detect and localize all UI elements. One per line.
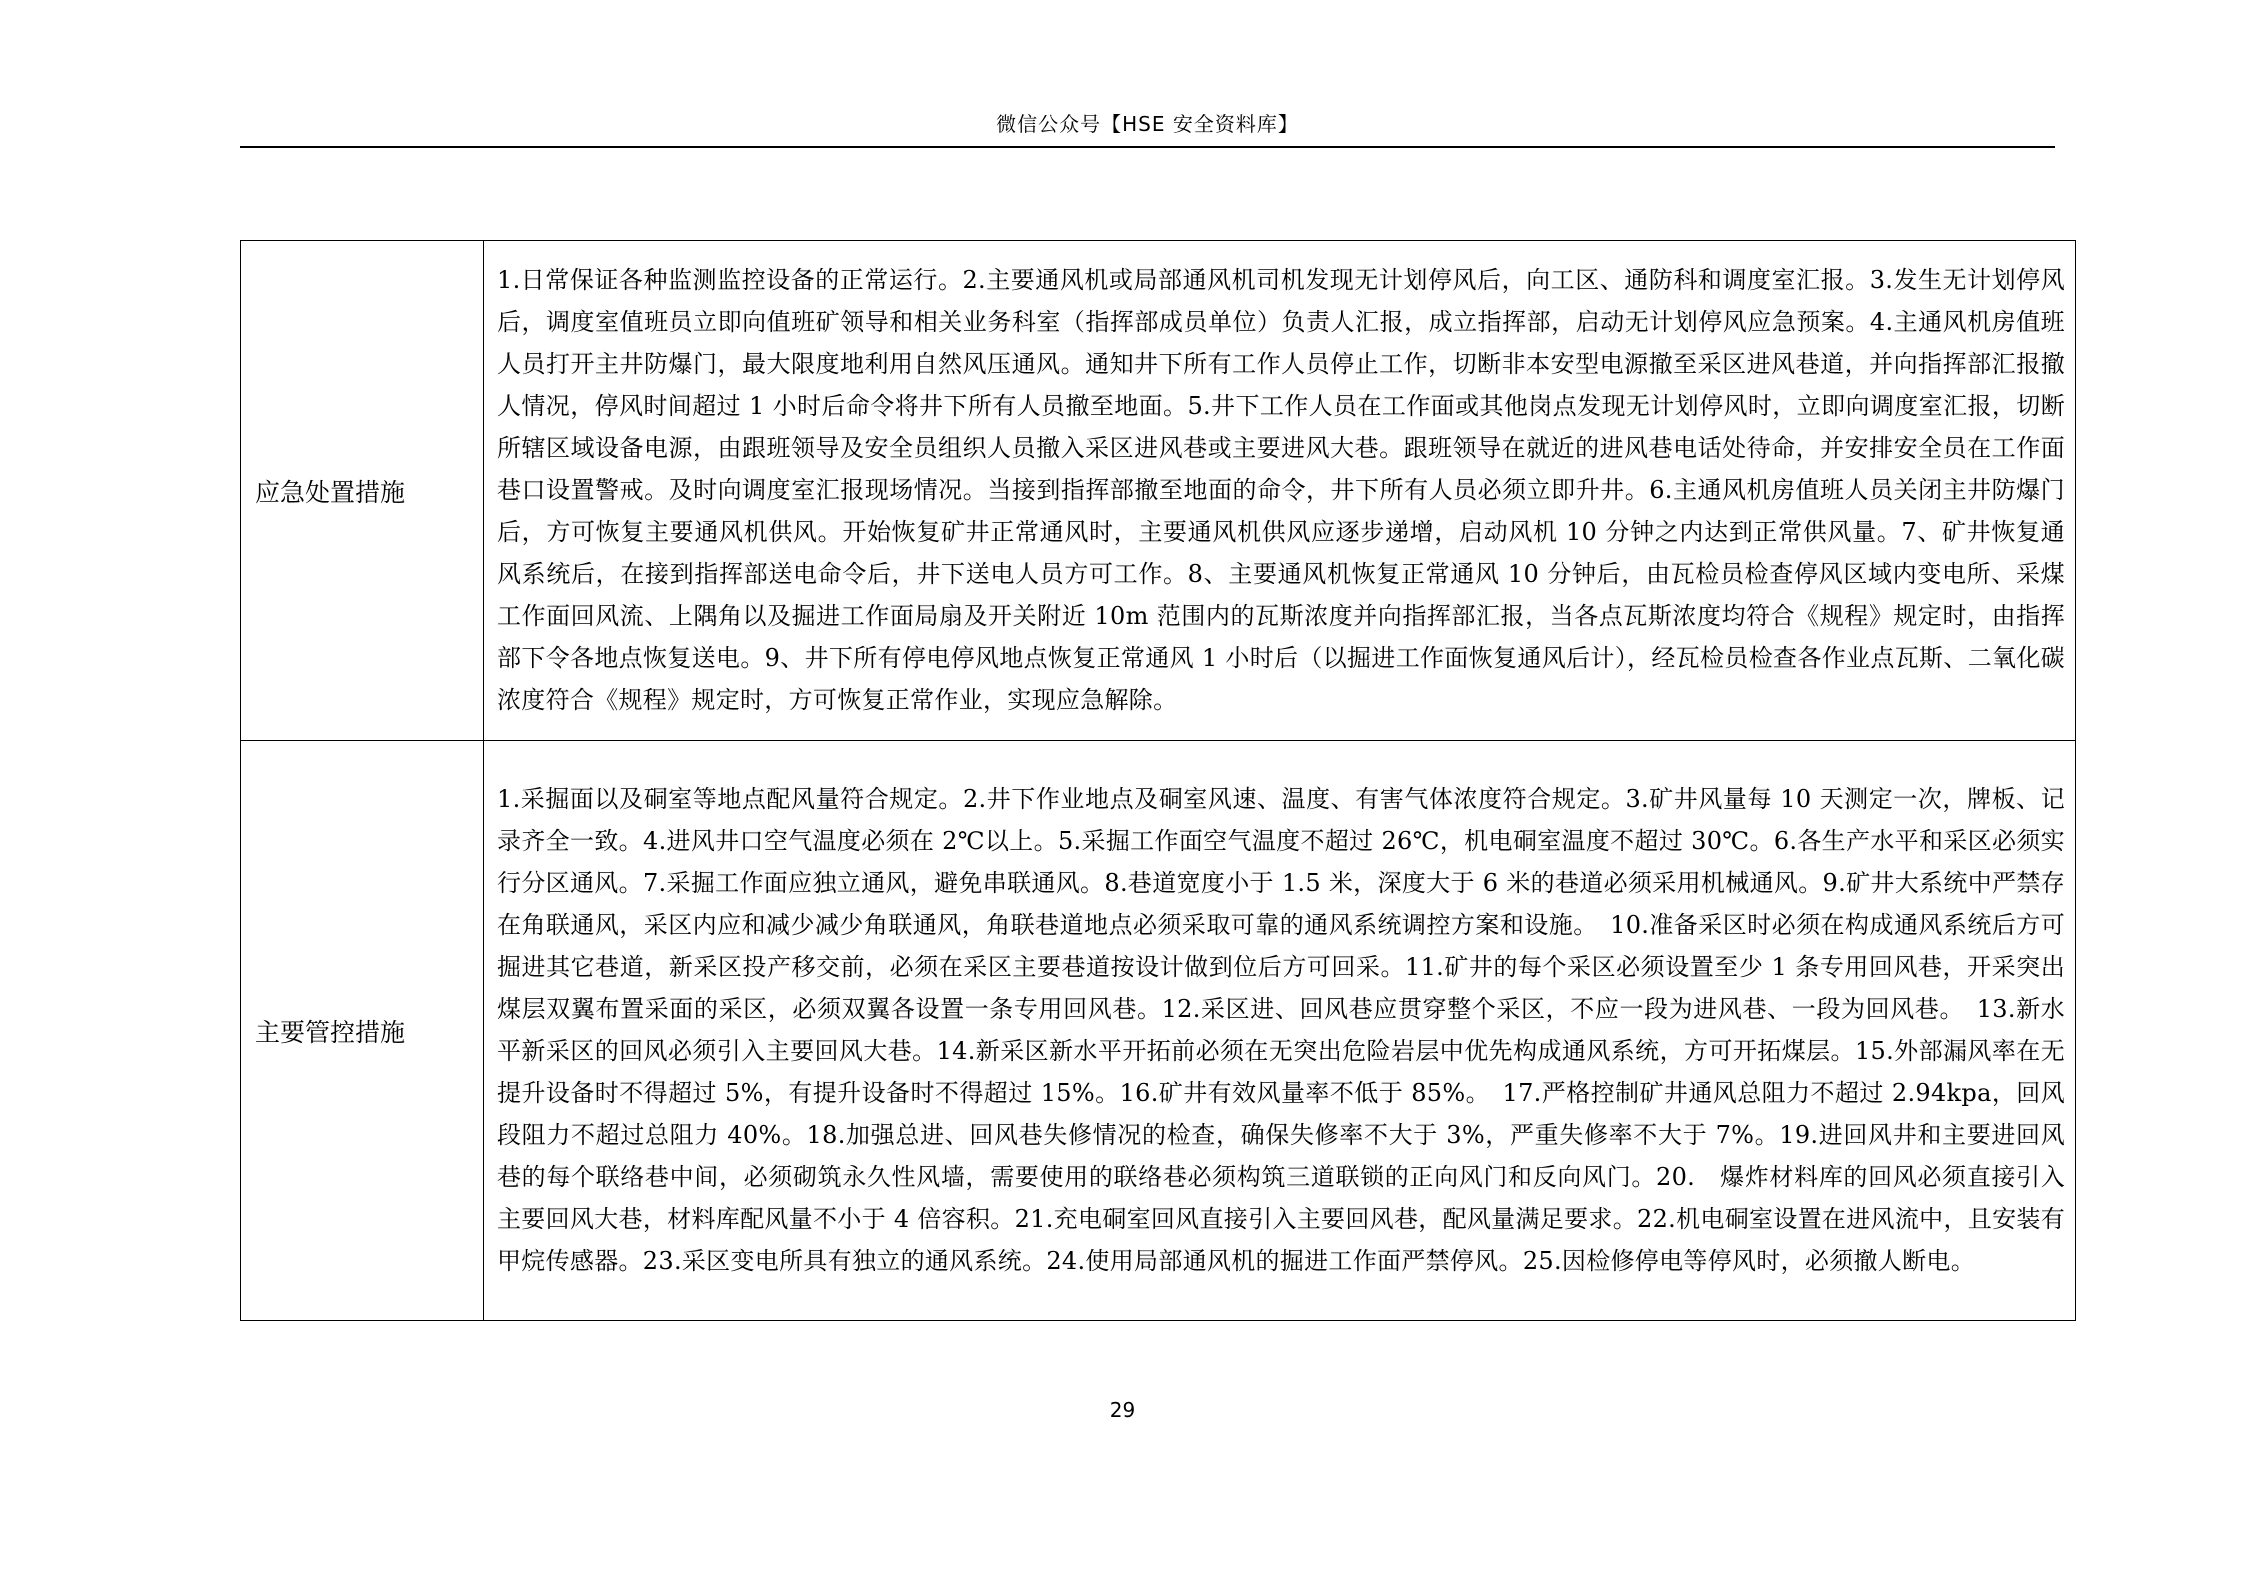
page-number: 29 (1109, 1398, 1136, 1422)
page-header: 微信公众号【HSE 安全资料库】 (996, 112, 1299, 136)
table-row (241, 741, 2076, 1321)
row-content-control-measures: 1.采掘面以及硐室等地点配风量符合规定。2.井下作业地点及硐室风速、温度、有害气体浓度符合规定。3.矿井风量每 10 天测定一次，牌板、记录齐全一致。4.进风井口空气温度必须在 2℃以上。5.采掘工作面空气温度不超过 26℃，机电硐室温度不超过 30℃。6.各生产水平和采区必须实行分区通风。7.采掘工作面应独立通风，避免串联通风。8.巷道宽度小于 1.5 米，深度大于 6 米的巷道必须采用机械通风。9.矿井大系统中严禁存在角联通风，采区内应和减少减少角联通风，角联巷道地点必须采取可靠的通风系统调控方案和设施。 10.准备采区时必须在构成通风系统后方可掘进其它巷道，新采区投产移交前，必须在采区主要巷道按设计做到位后方可回采。11.矿井的每个采区必须设置至少 1 条专用回风巷，开采突出煤层双翼布置采面的采区，必须双翼各设置一条专用回风巷。12.采区进、回风巷应贯穿整个采区，不应一段为进风巷、一段为回风巷。 13.新水平新采区的回风必须引入主要回风大巷。14.新采区新水平开拓前必须在无突出危险岩层中优先构成通风系统，方可开拓煤层。15.外部漏风率在无提升设备时不得超过 5%，有提升设备时不得超过 15%。16.矿井有效风量率不低于 85%。 17.严格控制矿井通风总阻力不超过 2.94kpa，回风段阻力不超过总阻力 40%。18.加强总进、回风巷失修情况的检查，确保失修率不大于 3%，严重失修率不大于 7%。19.进回风井和主要进回风巷的每个联络巷中间，必须砌筑永久性风墙，需要使用的联络巷必须构筑三道联锁的正向风门和反向风门。20. 爆炸材料库的回风必须直接引入主要回风大巷，材料库配风量不小于 4 倍容积。21.充电硐室回风直接引入主要回风巷，配风量满足要求。22.机电硐室设置在进风流中，且安装有甲烷传感器。23.采区变电所具有独立的通风系统。24.使用局部通风机的掘进工作面严禁停风。25.因检修停电等停风时，必须撤人断电。 (484, 741, 2076, 1321)
row-label-control-measures: 主要管控措施 (241, 741, 484, 1321)
row-content-emergency-measures: 1.日常保证各种监测监控设备的正常运行。2.主要通风机或局部通风机司机发现无计划停风后，向工区、通防科和调度室汇报。3.发生无计划停风后，调度室值班员立即向值班矿领导和相关业务科室（指挥部成员单位）负责人汇报，成立指挥部，启动无计划停风应急预案。4.主通风机房值班人员打开主井防爆门，最大限度地利用自然风压通风。通知井下所有工作人员停止工作，切断非本安型电源撤至采区进风巷道，并向指挥部汇报撤人情况，停风时间超过 1 小时后命令将井下所有人员撤至地面。5.井下工作人员在工作面或其他岗点发现无计划停风时，立即向调度室汇报，切断所辖区域设备电源，由跟班领导及安全员组织人员撤入采区进风巷或主要进风大巷。跟班领导在就近的进风巷电话处待命，并安排安全员在工作面巷口设置警戒。及时向调度室汇报现场情况。当接到指挥部撤至地面的命令，井下所有人员必须立即升井。6.主通风机房值班人员关闭主井防爆门后，方可恢复主要通风机供风。开始恢复矿井正常通风时，主要通风机供风应逐步递增，启动风机 10 分钟之内达到正常供风量。7、矿井恢复通风系统后，在接到指挥部送电命令后，井下送电人员方可工作。8、主要通风机恢复正常通风 10 分钟后，由瓦检员检查停风区域内变电所、采煤工作面回风流、上隅角以及掘进工作面局扇及开关附近 10m 范围内的瓦斯浓度并向指挥部汇报，当各点瓦斯浓度均符合《规程》规定时，由指挥部下令各地点恢复送电。9、井下所有停电停风地点恢复正常通风 1 小时后（以掘进工作面恢复通风后计），经瓦检员检查各作业点瓦斯、二氧化碳浓度符合《规程》规定时，方可恢复正常作业，实现应急解除。 (484, 241, 2076, 741)
header-rule (240, 146, 2055, 148)
table-row (241, 241, 2076, 741)
row-label-emergency-measures: 应急处置措施 (241, 241, 484, 741)
measures-table (240, 240, 2076, 1321)
